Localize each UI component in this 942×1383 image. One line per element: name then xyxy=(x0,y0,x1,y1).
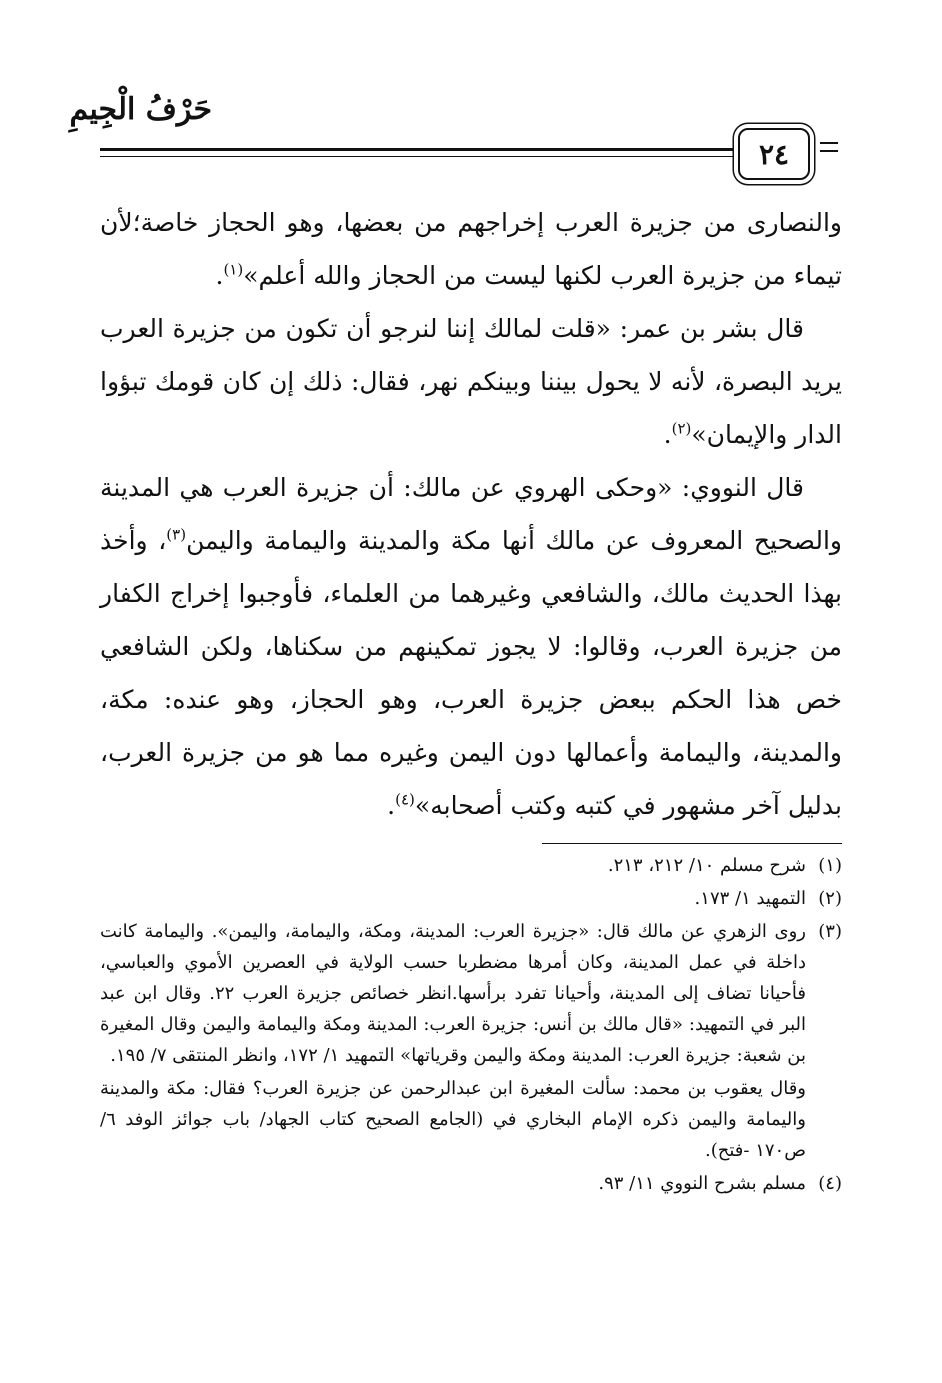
paragraph-1: والنصارى من جزيرة العرب إخراجهم من بعضها، وهو الحجاز خاصة؛لأن تيماء من جزيرة العرب لكنها ليست من الحجاز والله أعلم»$^{(١)}$. xyxy=(100,208,842,290)
main-text xyxy=(100,196,842,832)
footnote-3: (٣) روى الزهري عن مالك قال: «جزيرة العرب: المدينة، ومكة، واليمامة، واليمن». واليمامة كانت داخلة في عمل المدينة، وكان أمرها مضطربا حسب الولاية في العصرين الأموي والعباسي، فأحيانا تضاف إلى المدينة، وأحيانا تفرد برأسها.انظر خصائص جزيرة العرب ٢٢. وقال ابن عبد البر في التمهيد: «قال مالك بن أنس: جزيرة العرب: المدينة ومكة واليمامة واليمن وقال المغيرة بن شعبة: جزيرة العرب: المدينة ومكة واليمن وقرياتها» التمهيد ١/ ١٧٢، وانظر المنتقى ٧/ ١٩٥. xyxy=(100,921,842,1066)
paragraph-2: قال بشر بن عمر: «قلت لمالك إننا لنرجو أن تكون من جزيرة العرب يريد البصرة، لأنه لا يحول بيننا وبينكم نهر، فقال: ذلك إن كان قومك تبؤوا الدار والإيمان»$^{(٢)}$. xyxy=(100,314,842,449)
page-number-box xyxy=(738,128,810,180)
page-number: ٢٤ xyxy=(758,137,790,171)
header-rule-thin xyxy=(100,156,738,157)
footnote-3-continued: وقال يعقوب بن محمد: سألت المغيرة ابن عبدالرحمن عن جزيرة العرب؟ فقال: مكة والمدينة واليمامة واليمن ذكره الإمام البخاري في (الجامع الصحيح كتاب الجهاد/ باب جوائز الوفد ٦/ ص١٧٠ -فتح). xyxy=(100,1078,806,1161)
footnote-ref-3: (٣) xyxy=(166,525,187,544)
footnote-ref-1: (١) xyxy=(223,260,244,279)
header-rule xyxy=(100,148,738,151)
footnote-1: (١) شرح مسلم ١٠/ ٢١٢، ٢١٣. xyxy=(607,855,842,876)
footnote-ref-2: (٢) xyxy=(671,419,692,438)
footnotes xyxy=(100,850,842,1199)
chapter-title: حَرْفُ الْجِيمِ xyxy=(69,92,212,127)
footnote-4: (٤) مسلم بشرح النووي ١١/ ٩٣. xyxy=(598,1173,842,1194)
footnote-ref-4: (٤) xyxy=(395,790,415,809)
paragraph-3: قال النووي: «وحكى الهروي عن مالك: أن جزيرة العرب هي المدينة والصحيح المعروف عن مالك أنها مكة والمدينة واليمامة واليمن$^{(٣)}$، وأخذ بهذا الحديث مالك، والشافعي وغيرهما من العلماء، فأوجبوا إخراج الكفار من جزيرة العرب، وقالوا: لا يجوز تمكينهم من سكناها، ولكن الشافعي خص هذا الحكم ببعض جزيرة العرب، وهو الحجاز، وهو عنده: مكة، والمدينة، واليمامة وأعمالها دون اليمن وغيره مما هو من جزيرة العرب، بدليل آخر مشهور في كتبه وكتب أصحابه»$^{(٤)}$. xyxy=(100,473,842,820)
header-ornament xyxy=(820,142,838,158)
footnote-separator xyxy=(542,843,842,844)
footnote-2: (٢) التمهيد ١/ ١٧٣. xyxy=(694,888,842,909)
